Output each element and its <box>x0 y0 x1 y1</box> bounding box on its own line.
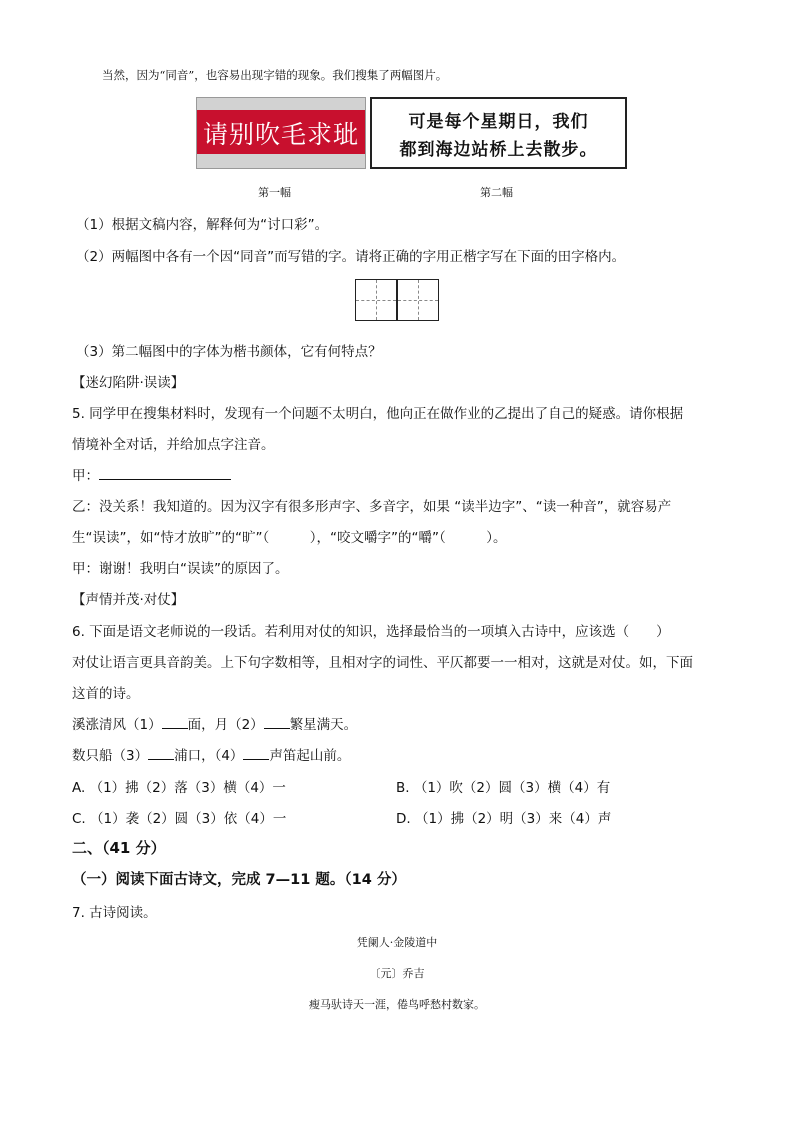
poem-line-2-part-b: 浦口，（4） <box>174 748 244 764</box>
question-5-line-1: 5. 同学甲在搜集材料时，发现有一个问题不太明白，他向正在做作业的乙提出了自己的疑惑。请你根据 <box>72 406 684 422</box>
part-two-subheading: （一）阅读下面古诗文，完成 7—11 题。（14 分） <box>72 872 406 888</box>
poem-line-2 <box>72 744 350 764</box>
option-b[interactable]: B. （1）吹（2）圆（3）横（4）有 <box>396 780 611 796</box>
picture-two-line-2: 都到海边站桥上去散步。 <box>399 140 598 160</box>
poem-verse: 瘦马驮诗天一涯，倦鸟呼愁村数家。 <box>309 998 485 1011</box>
question-2: （2）两幅图中各有一个因“同音”而写错的字。请将正确的字用正楷字写在下面的田字格内。 <box>76 249 626 265</box>
question-7: 7. 古诗阅读。 <box>72 905 157 921</box>
poem-line-1-part-c: 繁星满天。 <box>289 717 358 733</box>
option-a[interactable]: A. （1）拂（2）落（3）横（4）一 <box>72 780 286 796</box>
question-6-line-2: 对仗让语言更具音韵美。上下句字数相等，且相对字的词性、平仄都要一一相对，这就是对仗。如，下面 <box>72 655 693 671</box>
section-duizhang: 【声情并茂·对仗】 <box>72 592 185 608</box>
question-1: （1）根据文稿内容，解释何为“讨口彩”。 <box>76 217 329 233</box>
section-wudu: 【迷幻陷阱·误读】 <box>72 375 185 391</box>
part-two-heading: 二、（41 分） <box>72 839 166 857</box>
dialogue-yi-line-1: 乙：没关系！我知道的。因为汉字有很多形声字、多音字，如果 “读半边字”、“读一种音”，就容易产 <box>72 499 672 515</box>
dialogue-jia-1 <box>72 464 231 484</box>
poem-blank-3[interactable] <box>148 746 174 760</box>
poem-line-1 <box>72 713 357 733</box>
poem-line-1-part-b: 面，月（2） <box>187 717 264 733</box>
jia-label: 甲： <box>72 468 99 484</box>
answer-blank[interactable] <box>99 466 231 480</box>
poem-blank-2[interactable] <box>264 715 290 729</box>
dialogue-yi-line-2: 生“误读”，如“恃才放旷”的“旷”（ ），“咬文嚼字”的“嚼”（ ）。 <box>72 530 507 546</box>
poem-line-2-part-a: 数只船（3） <box>72 748 149 764</box>
question-3: （3）第二幅图中的字体为楷书颜体，它有何特点？ <box>76 344 382 360</box>
picture-one-text: 请别吹毛求玼 <box>202 120 359 149</box>
question-5-line-2: 情境补全对话，并给加点字注音。 <box>72 437 275 453</box>
question-6-line-1: 6. 下面是语文老师说的一段话。若利用对仗的知识，选择最恰当的一项填入古诗中，应该选（ ） <box>72 624 670 640</box>
poem-blank-1[interactable] <box>162 715 188 729</box>
picture-two-caption: 第二幅 <box>480 186 513 199</box>
intro-text: 当然，因为“同音”，也容易出现字错的现象。我们搜集了两幅图片。 <box>102 68 448 82</box>
tianzige-box-2[interactable] <box>397 279 439 321</box>
poem-author: 〔元〕乔吉 <box>369 967 425 980</box>
dialogue-jia-2: 甲：谢谢！我明白“误读”的原因了。 <box>72 561 289 577</box>
tianzige-box-1[interactable] <box>355 279 397 321</box>
poem-line-1-part-a: 溪涨清风（1） <box>72 717 162 733</box>
poem-title: 凭阑人·金陵道中 <box>356 936 438 949</box>
poem-blank-4[interactable] <box>243 746 269 760</box>
option-d[interactable]: D. （1）拂（2）明（3）来（4）声 <box>396 811 612 827</box>
picture-one-caption: 第一幅 <box>258 186 291 199</box>
question-6-line-3: 这首的诗。 <box>72 686 140 702</box>
picture-two-line-1: 可是每个星期日，我们 <box>408 112 589 132</box>
picture-two <box>370 97 627 169</box>
poem-line-2-part-c: 声笛起山前。 <box>269 748 351 764</box>
picture-one <box>196 97 366 169</box>
option-c[interactable]: C. （1）袭（2）圆（3）依（4）一 <box>72 811 287 827</box>
